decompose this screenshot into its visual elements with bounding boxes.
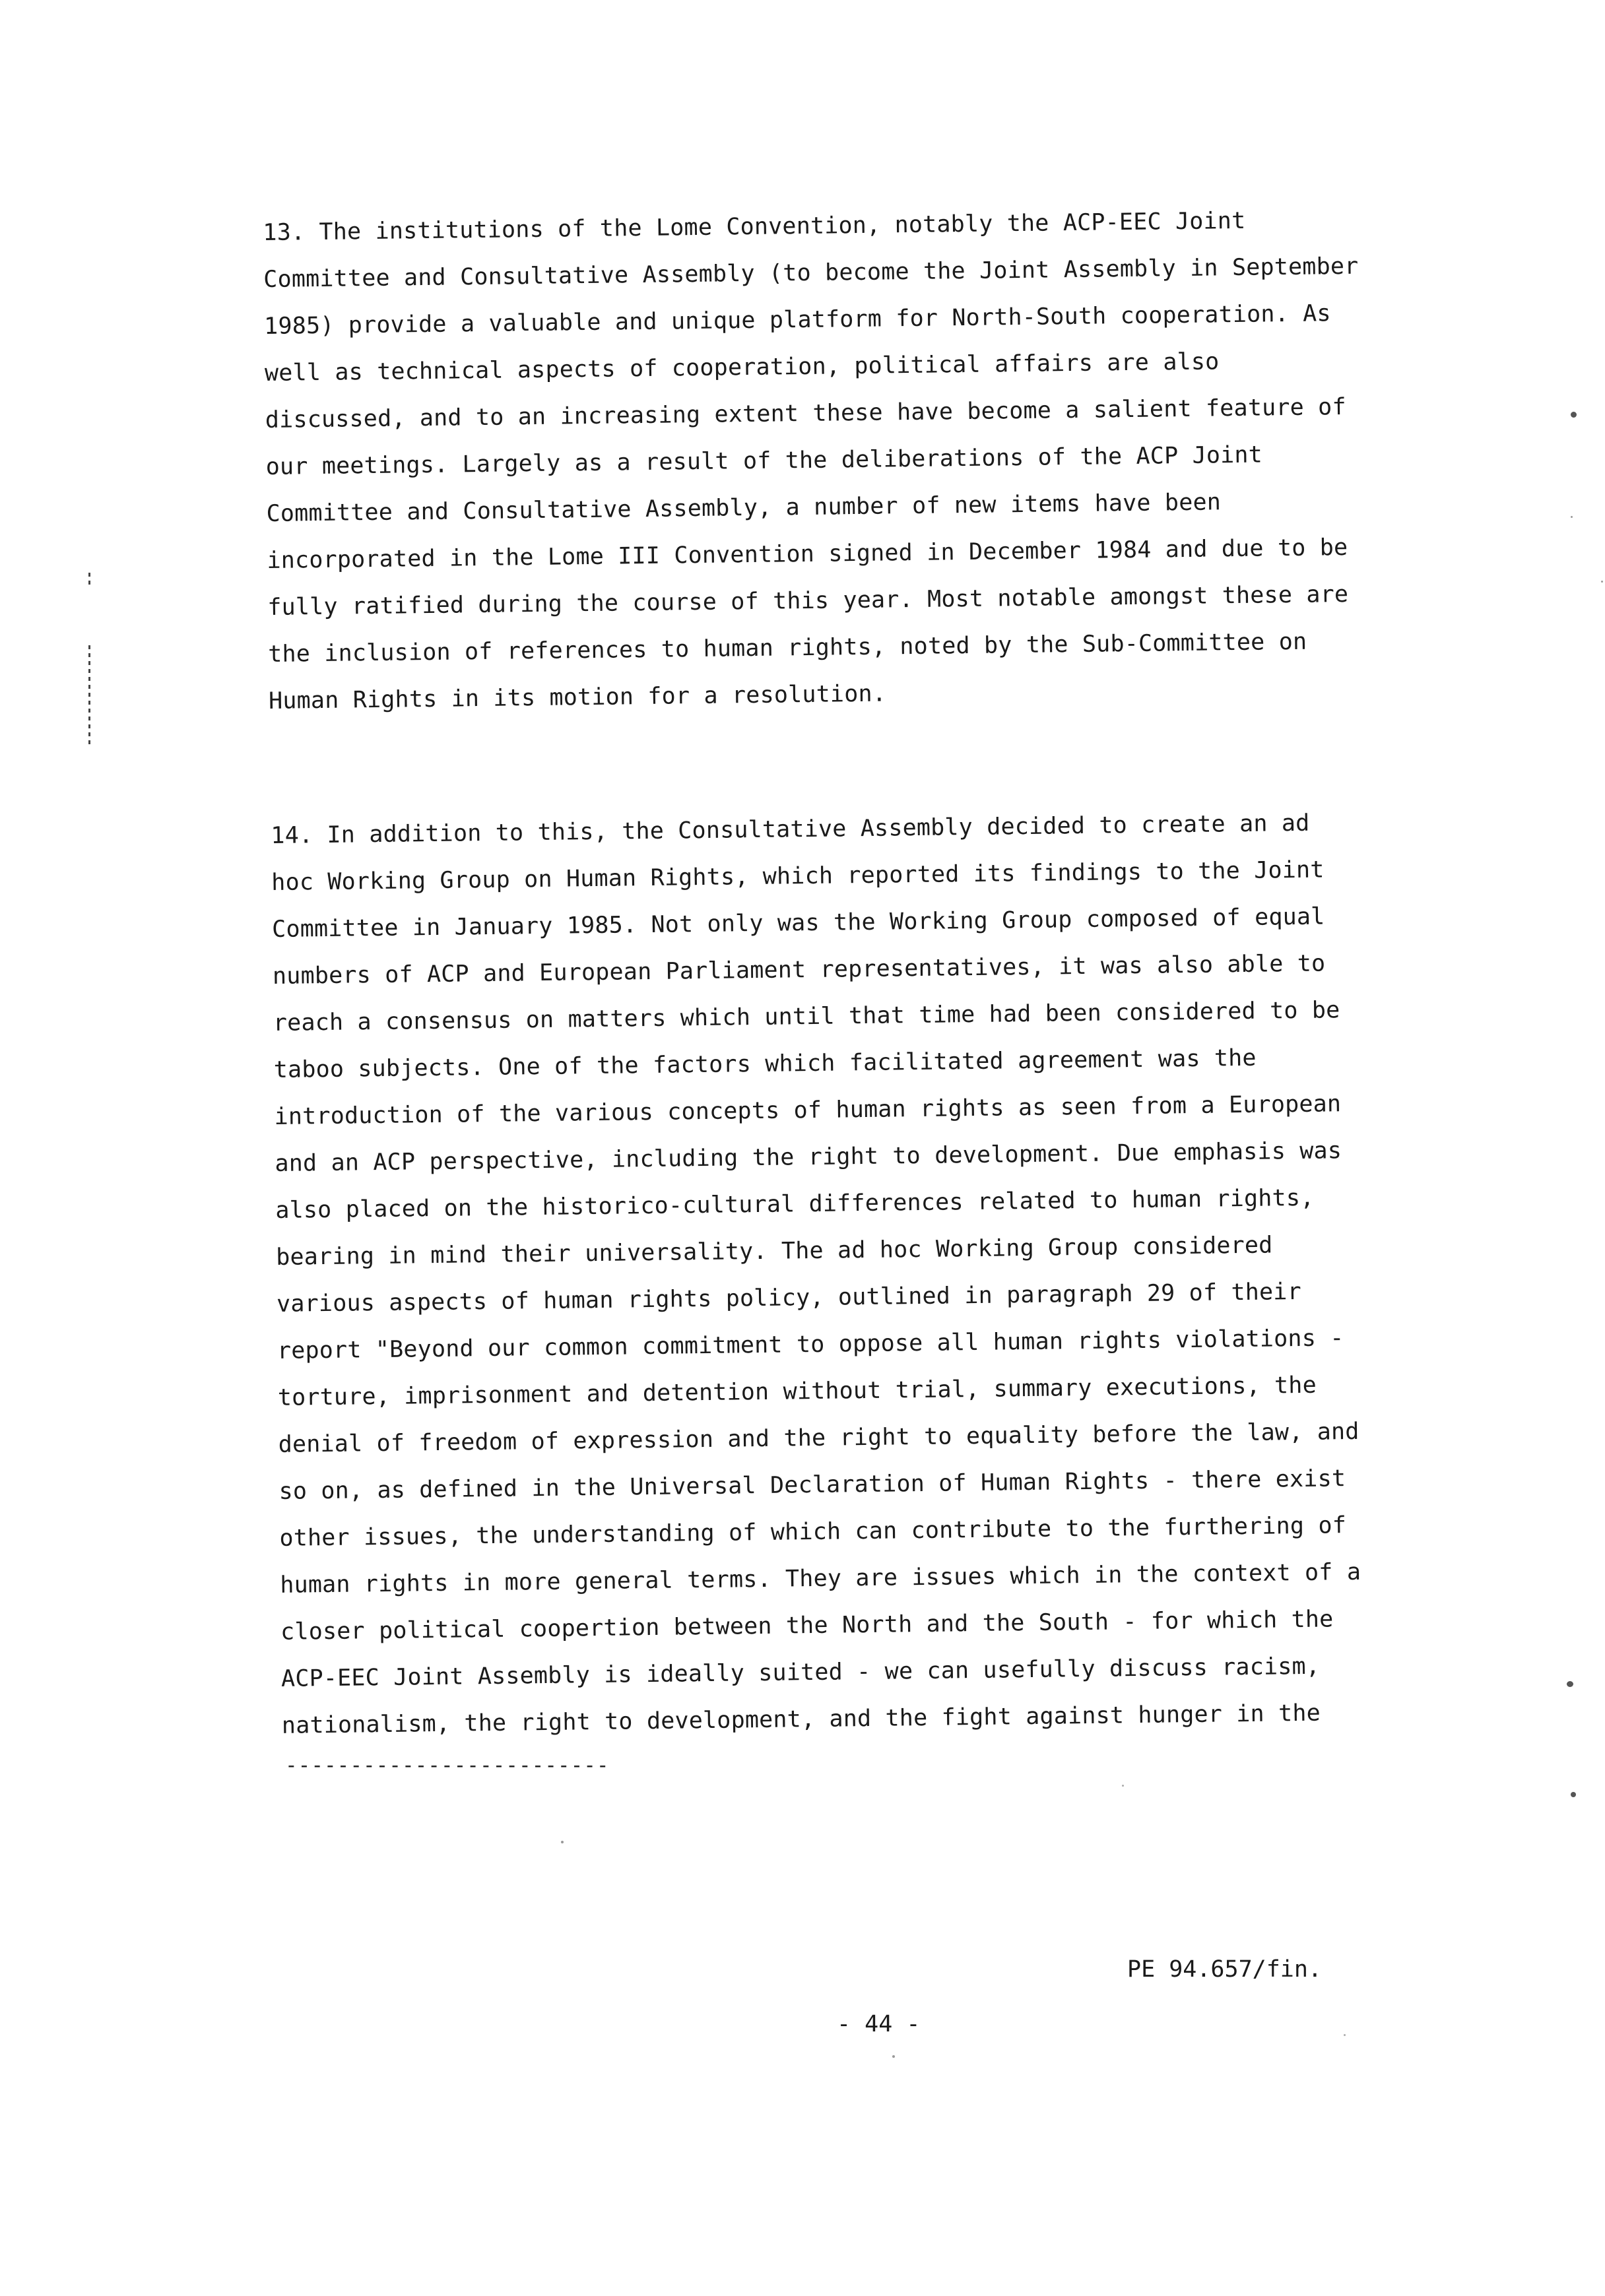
paragraph-line: so on, as defined in the Universal Declaration of Human Rights - there exist — [278, 1465, 1346, 1505]
paragraph-line: 13. The institutions of the Lome Convention, notably the ACP-EEC Joint — [263, 207, 1246, 246]
paragraph-line: 14. In addition to this, the Consultative Assembly decided to create an ad — [271, 810, 1310, 849]
paragraph-line: our meetings. Largely as a result of the deliberations of the ACP Joint — [265, 441, 1263, 480]
paragraph-line: also placed on the historico-cultural differences related to human rights, — [275, 1184, 1315, 1224]
paragraph-line: reach a consensus on matters which until that time had been considered to be — [273, 997, 1340, 1036]
scan-margin-mark — [88, 645, 90, 744]
paragraph-line: discussed, and to an increasing extent these have become a salient feature of — [265, 393, 1346, 433]
paragraph-line: numbers of ACP and European Parliament representatives, it was also able to — [272, 950, 1326, 990]
paragraph-line: nationalism, the right to development, and the fight against hunger in the — [281, 1700, 1321, 1739]
paragraph-line: fully ratified during the course of this year. Most notable amongst these are — [267, 581, 1349, 621]
paragraph-14 — [271, 800, 1363, 1750]
scan-speck — [1601, 581, 1603, 583]
scan-speck — [1567, 1681, 1573, 1687]
paragraph-line: taboo subjects. One of the factors which facilitated agreement was the — [273, 1044, 1257, 1083]
paragraph-line: incorporated in the Lome III Convention signed in December 1984 and due to be — [267, 534, 1348, 574]
scan-margin-mark — [88, 573, 90, 589]
paragraph-line: denial of freedom of expression and the right to equality before the law, and — [278, 1418, 1359, 1458]
paragraph-line: bearing in mind their universality. The ad hoc Working Group considered — [275, 1232, 1273, 1271]
paragraph-line: human rights in more general terms. They are issues which in the context of a — [280, 1558, 1361, 1599]
page-number: - 44 - — [837, 2011, 921, 2037]
paragraph-line: various aspects of human rights policy, outlined in paragraph 29 of their — [276, 1278, 1302, 1318]
paragraph-line: and an ACP perspective, including the right to development. Due emphasis was — [275, 1137, 1342, 1177]
scan-speck — [1344, 2034, 1346, 2036]
paragraph-line: introduction of the various concepts of human rights as seen from a European — [274, 1091, 1342, 1130]
scan-speck — [1571, 1792, 1576, 1797]
paragraph-line: 1985) provide a valuable and unique platform for North-South cooperation. As — [263, 300, 1331, 340]
paragraph-line: Committee in January 1985. Not only was the Working Group composed of equal — [271, 903, 1325, 943]
scan-speck — [892, 2055, 895, 2058]
scan-speck — [1571, 412, 1577, 418]
paragraph-line: other issues, the understanding of which can contribute to the furthering of — [279, 1512, 1347, 1552]
paragraph-line: report "Beyond our common commitment to oppose all human rights violations - — [277, 1325, 1344, 1364]
scan-speck — [561, 1841, 564, 1843]
paragraph-line: Committee and Consultative Assembly (to become the Joint Assembly in September — [263, 253, 1359, 293]
footnote-separator: ------------------------- — [285, 1754, 610, 1777]
paragraph-line: hoc Working Group on Human Rights, which reported its findings to the Joint — [271, 856, 1325, 896]
scan-speck — [1122, 1785, 1124, 1787]
paragraph-line: ACP-EEC Joint Assembly is ideally suited - we can usefully discuss racism, — [280, 1653, 1321, 1692]
paragraph-line: torture, imprisonment and detention without trial, summary executions, the — [277, 1372, 1317, 1411]
paragraph-line: closer political coopertion between the North and the South - for which the — [280, 1606, 1334, 1645]
document-reference: PE 94.657/fin. — [1127, 1956, 1323, 1983]
paragraph-line: well as technical aspects of cooperation, political affairs are also — [264, 348, 1220, 387]
paragraph-13 — [263, 197, 1364, 725]
scan-speck — [1571, 516, 1573, 518]
paragraph-line: the inclusion of references to human rights, noted by the Sub-Committee on — [267, 628, 1307, 668]
paragraph-line: Human Rights in its motion for a resolution. — [268, 680, 887, 715]
paragraph-line: Committee and Consultative Assembly, a number of new items have been — [266, 489, 1222, 527]
